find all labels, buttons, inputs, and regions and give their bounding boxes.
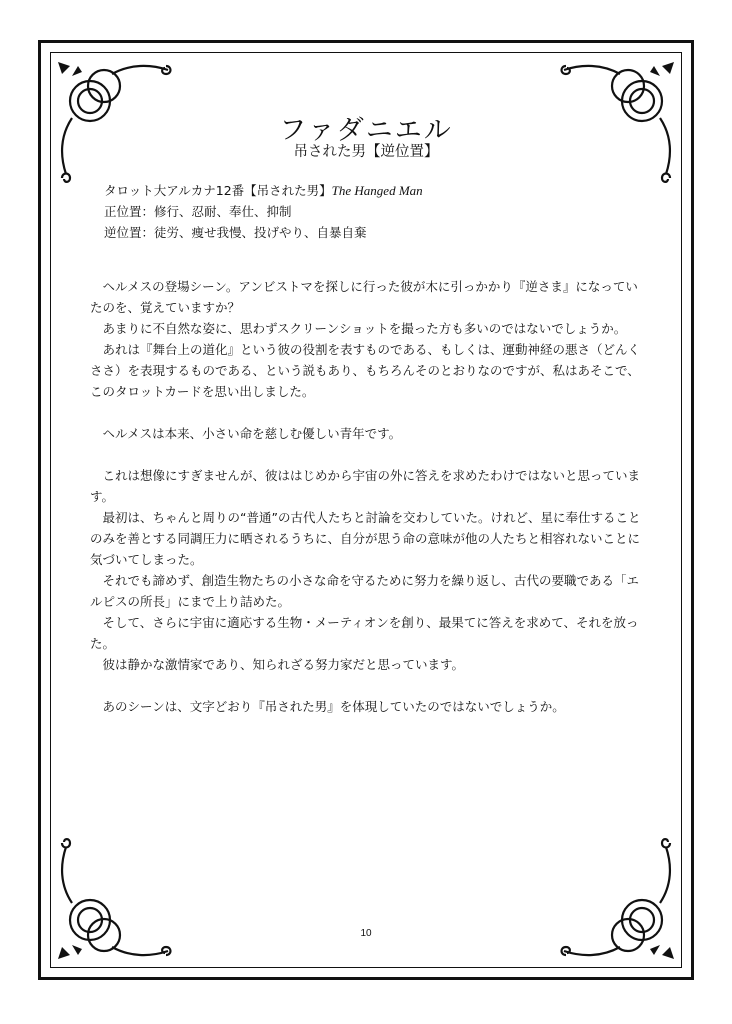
corner-flourish-ornament: [560, 835, 680, 965]
paragraph: ヘルメスの登場シーン。アンビストマを探しに行った彼が木に引っかかり『逆さま』になっていたのを、覚えていますか？: [90, 279, 638, 315]
card-name-ja: タロット大アルカナ12番【吊された男】: [104, 183, 332, 198]
card-name-en: The Hanged Man: [331, 183, 423, 198]
paragraph: 彼は静かな激情家であり、知られざる努力家だと思っています。: [102, 657, 465, 672]
paragraph-spacer: [90, 402, 650, 423]
paragraph-spacer: [90, 675, 650, 696]
corner-flourish-ornament: [52, 835, 172, 965]
paragraph: あれは『舞台上の道化』という彼の役割を表すものである、もしくは、運動神経の悪さ（どんくささ）を表現するものである、という説もあり、もちろんそのとおりなのですが、私はあそこで、このタロットカードを思い出しました。: [90, 342, 641, 399]
paragraph: ヘルメスは本来、小さい命を慈しむ優しい青年です。: [102, 426, 402, 441]
card-name-line: [104, 180, 423, 201]
page-title: ファダニエル: [279, 115, 453, 146]
paragraph: あのシーンは、文字どおり『吊された男』を体現していたのではないでしょうか。: [102, 699, 565, 714]
essay-body: [90, 276, 650, 717]
page-number: 10: [360, 928, 372, 939]
paragraph: これは想像にすぎませんが、彼ははじめから宇宙の外に答えを求めたわけではないと思っています。: [90, 468, 641, 504]
paragraph: そして、さらに宇宙に適応する生物・メーティオンを創り、最果てに答えを求めて、それを放った。: [90, 615, 639, 651]
card-info-block: [104, 180, 423, 243]
paragraph: あまりに不自然な姿に、思わずスクリーンショットを撮った方も多いのではないでしょうか。: [102, 321, 627, 336]
page-subtitle: 吊された男【逆位置】: [293, 144, 439, 160]
paragraph-spacer: [90, 444, 650, 465]
reversed-meaning: 逆位置：徒労、痩せ我慢、投げやり、自暴自棄: [104, 225, 367, 240]
upright-meaning: 正位置：修行、忍耐、奉仕、抑制: [104, 204, 292, 219]
paragraph: それでも諦めず、創造生物たちの小さな命を守るために努力を繰り返し、古代の要職である「エルピスの所長」にまで上り詰めた。: [90, 573, 640, 609]
paragraph: 最初は、ちゃんと周りの“普通”の古代人たちと討論を交わしていた。けれど、星に奉仕することのみを善とする同調圧力に晒されるうちに、自分が思う命の意味が他の人たちと相容れないことに気づいてしまった。: [90, 510, 641, 567]
